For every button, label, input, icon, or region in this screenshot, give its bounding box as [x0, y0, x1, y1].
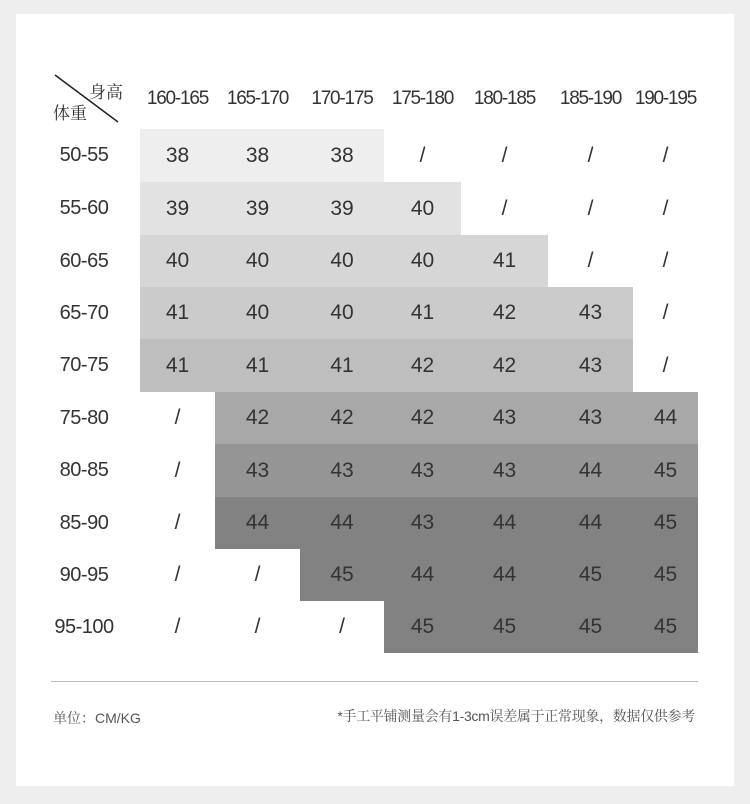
- table-cell: /: [662, 249, 669, 272]
- table-cell: 44: [633, 392, 698, 444]
- table-cell: 43: [384, 497, 461, 549]
- table-cell: 43: [215, 444, 300, 497]
- row-header: 75-80: [59, 406, 109, 429]
- table-cell: 42: [215, 392, 300, 444]
- table-cell: 42: [461, 287, 548, 339]
- row-header: 90-95: [59, 563, 109, 586]
- table-cell: /: [254, 563, 261, 586]
- table-cell: 40: [384, 182, 461, 235]
- table-cell: 44: [548, 444, 633, 497]
- table-cell: 44: [461, 549, 548, 601]
- table-cell: 42: [384, 392, 461, 444]
- table-cell: /: [662, 301, 669, 324]
- table-cell: /: [587, 249, 594, 272]
- row-header: 70-75: [59, 354, 109, 376]
- table-cell: 44: [461, 497, 548, 549]
- table-cell: /: [662, 353, 669, 377]
- column-header: 170-175: [311, 88, 373, 109]
- column-header: 160-165: [146, 88, 209, 109]
- table-cell: 43: [461, 444, 548, 497]
- row-header: 85-90: [59, 511, 109, 534]
- table-cell: 40: [215, 287, 300, 339]
- table-cell: 38: [215, 129, 300, 182]
- table-cell: 41: [300, 339, 384, 392]
- table-cell: 40: [215, 235, 300, 287]
- weight-axis-label: 体重: [53, 104, 87, 123]
- table-cell: 39: [215, 182, 300, 235]
- height-axis-label: 身高: [89, 83, 123, 102]
- table-cell: 40: [140, 235, 215, 287]
- row-header: 50-55: [59, 144, 109, 166]
- table-cell: 45: [384, 601, 461, 653]
- table-cell: 44: [384, 549, 461, 601]
- row-header: 95-100: [54, 615, 114, 638]
- table-cell: 40: [300, 235, 384, 287]
- table-cell: 41: [140, 287, 215, 339]
- table-cell: /: [587, 196, 594, 220]
- table-cell: 39: [140, 182, 215, 235]
- table-cell: 42: [300, 392, 384, 444]
- table-cell: 43: [461, 392, 548, 444]
- unit-label: 单位：CM/KG: [53, 710, 141, 726]
- table-cell: 41: [140, 339, 215, 392]
- column-header: 185-190: [559, 88, 622, 109]
- table-cell: 43: [548, 339, 633, 392]
- table-cell: 45: [548, 549, 633, 601]
- table-cell: 44: [215, 497, 300, 549]
- table-cell: 42: [384, 339, 461, 392]
- table-cell: 41: [461, 235, 548, 287]
- table-cell: 45: [300, 549, 384, 601]
- column-header: 190-195: [634, 88, 697, 109]
- table-cell: /: [174, 458, 181, 482]
- table-cell: 43: [300, 444, 384, 497]
- table-cell: 45: [633, 601, 698, 653]
- table-cell: /: [174, 563, 181, 586]
- table-cell: /: [174, 511, 181, 534]
- table-cell: 45: [633, 497, 698, 549]
- table-cell: 45: [633, 549, 698, 601]
- table-cell: 45: [461, 601, 548, 653]
- table-cell: 39: [300, 182, 384, 235]
- table-cell: /: [501, 196, 508, 220]
- table-cell: /: [254, 615, 261, 638]
- row-header: 55-60: [59, 197, 109, 219]
- table-cell: 45: [548, 601, 633, 653]
- table-cell: 41: [215, 339, 300, 392]
- table-cell: /: [587, 143, 594, 167]
- footer-divider: [51, 681, 698, 682]
- column-header: 175-180: [391, 88, 454, 109]
- row-header: 60-65: [59, 249, 109, 272]
- table-cell: /: [501, 143, 508, 167]
- table-cell: /: [339, 615, 345, 638]
- table-cell: 42: [461, 339, 548, 392]
- table-cell: 40: [300, 287, 384, 339]
- table-cell: /: [662, 143, 669, 167]
- table-cell: 44: [300, 497, 384, 549]
- table-cell: /: [174, 406, 181, 429]
- table-cell: 43: [384, 444, 461, 497]
- table-cell: 43: [548, 392, 633, 444]
- table-cell: /: [174, 615, 181, 638]
- table-cell: 45: [633, 444, 698, 497]
- table-cell: 44: [548, 497, 633, 549]
- table-cell: /: [662, 196, 669, 220]
- table-cell: 38: [300, 129, 384, 182]
- row-header: 80-85: [59, 459, 109, 481]
- measurement-note: *手工平铺测量会有1-3cm误差属于正常现象，数据仅供参考: [337, 708, 695, 724]
- row-header: 65-70: [59, 301, 109, 324]
- column-header: 165-170: [226, 88, 289, 109]
- table-cell: 43: [548, 287, 633, 339]
- table-cell: 40: [384, 235, 461, 287]
- column-header: 180-185: [473, 88, 536, 109]
- table-cell: /: [419, 143, 426, 167]
- table-cell: 38: [140, 129, 215, 182]
- table-cell: 41: [384, 287, 461, 339]
